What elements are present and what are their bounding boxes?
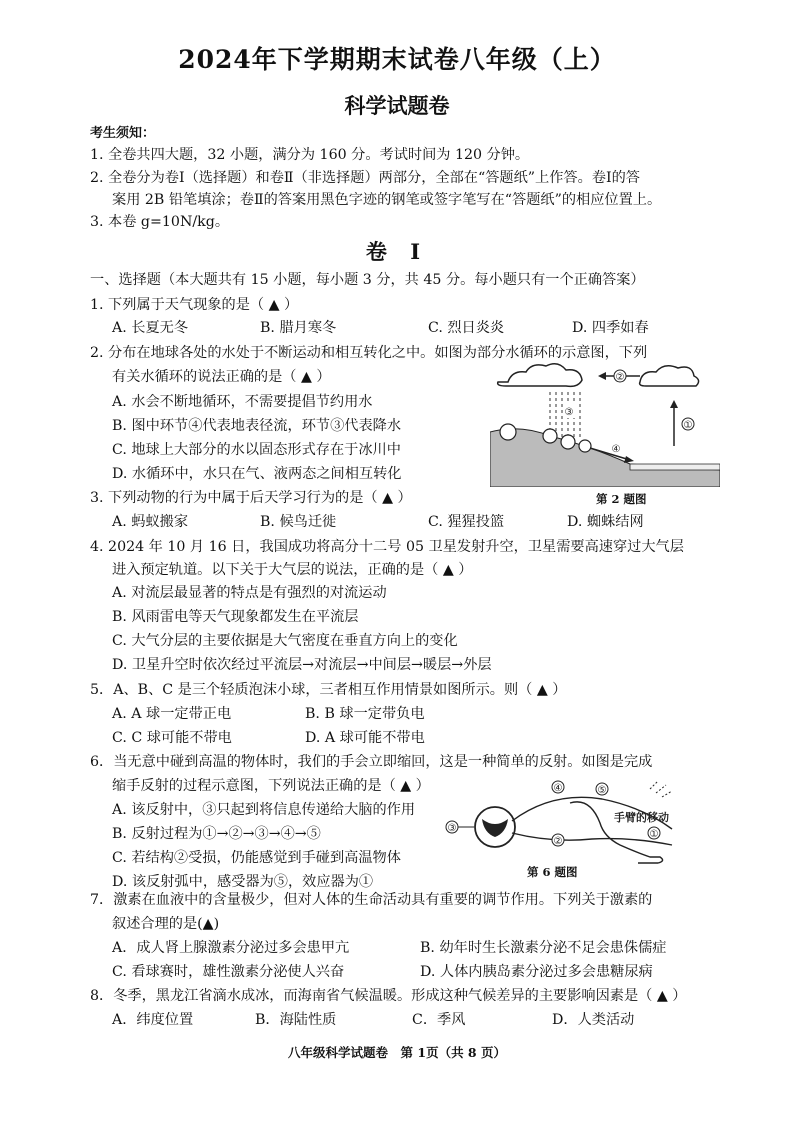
- q6-stem-2: 缩手反射的过程示意图，下列说法正确的是（ ▲ ）: [112, 778, 430, 794]
- q6-option-d: D. 该反射弧中，感受器为⑤，效应器为①: [112, 874, 374, 890]
- notice-item-1: 1. 全卷共四大题，32 小题，满分为 160 分。考试时间为 120 分钟。: [90, 147, 530, 163]
- water-cycle-figure: [490, 362, 720, 487]
- water-cycle-label-4: ④: [611, 444, 621, 455]
- q6-option-b: B. 反射过程为①→②→③→④→⑤: [112, 826, 321, 842]
- exam-subtitle: 科学试题卷: [344, 93, 450, 118]
- q2-stem-2: 有关水循环的说法正确的是（ ▲ ）: [112, 369, 331, 385]
- q1-option-c: C. 烈日炎炎: [428, 320, 505, 336]
- q5-stem: 5．A、B、C 是三个轻质泡沫小球，三者相互作用情景如图所示。则（ ▲ ）: [90, 682, 567, 698]
- page-footer: 八年级科学试题卷 第 1页（共 8 页）: [288, 1045, 506, 1060]
- q1-option-a: A. 长夏无冬: [112, 320, 189, 336]
- q3-option-d: D. 蜘蛛结网: [567, 514, 644, 530]
- reflex-label-2: ②: [553, 836, 563, 847]
- q3-stem: 3. 下列动物的行为中属于后天学习行为的是（ ▲ ）: [90, 490, 412, 506]
- reflex-label-5: ⑤: [597, 785, 607, 796]
- notice-item-3: 3. 本卷 g=10N/kg。: [90, 214, 230, 230]
- q8-option-b: B．海陆性质: [255, 1012, 337, 1028]
- q7-stem-2: 叙述合理的是(▲): [112, 916, 220, 932]
- q5-option-d: D. A 球可能不带电: [305, 730, 425, 746]
- q8-option-a: A．纬度位置: [112, 1012, 194, 1028]
- notice-item-2: 2. 全卷分为卷Ⅰ（选择题）和卷Ⅱ（非选择题）两部分，全部在“答题纸”上作答。卷Ⅰ的答: [90, 170, 640, 186]
- reflex-label-4: ④: [553, 783, 563, 794]
- q2-option-d: D. 水循环中，水只在气、液两态之间相互转化: [112, 466, 402, 482]
- volume-label: 卷 Ⅰ: [365, 239, 429, 264]
- water-cycle-label-2: ②: [615, 372, 625, 383]
- q6-option-c: C. 若结构②受损，仍能感觉到手碰到高温物体: [112, 850, 401, 866]
- q6-stem-1: 6．当无意中碰到高温的物体时，我们的手会立即缩回，这是一种简单的反射。如图是完成: [90, 754, 653, 770]
- q4-option-c: C. 大气分层的主要依据是大气密度在垂直方向上的变化: [112, 633, 458, 649]
- q4-option-b: B. 风雨雷电等天气现象都发生在平流层: [112, 609, 359, 625]
- q2-option-b: B. 图中环节④代表地表径流，环节③代表降水: [112, 418, 402, 434]
- q2-figure-caption: 第 2 题图: [596, 492, 647, 506]
- q7-option-a: A．成人肾上腺激素分泌过多会患甲亢: [112, 940, 350, 956]
- q3-option-a: A. 蚂蚁搬家: [112, 514, 189, 530]
- q1-stem: 1. 下列属于天气现象的是（ ▲ ）: [90, 297, 299, 313]
- q7-option-d: D. 人体内胰岛素分泌过多会患糖尿病: [420, 964, 653, 980]
- reflex-arc-figure: [440, 775, 700, 865]
- q4-option-d: D. 卫星升空时依次经过平流层→对流层→中间层→暖层→外层: [112, 657, 492, 673]
- q3-option-b: B. 候鸟迁徙: [260, 514, 337, 530]
- q6-figure-caption: 第 6 题图: [527, 865, 578, 879]
- q8-option-c: C．季风: [412, 1012, 466, 1028]
- q2-option-c: C. 地球上大部分的水以固态形式存在于冰川中: [112, 442, 401, 458]
- section-heading: 一、选择题（本大题共有 15 小题，每小题 3 分，共 45 分。每小题只有一个正确答案）: [90, 272, 645, 288]
- q5-option-c: C. C 球可能不带电: [112, 730, 232, 746]
- notice-item-2-cont: 案用 2B 铅笔填涂；卷Ⅱ的答案用黑色字迹的钢笔或签字笔写在“答题纸”的相应位置上。: [112, 192, 662, 208]
- arm-movement-label: 手臂的移动: [614, 811, 669, 824]
- q1-option-b: B. 腊月寒冬: [260, 320, 337, 336]
- q5-option-a: A. A 球一定带正电: [112, 706, 232, 722]
- q5-option-b: B. B 球一定带负电: [305, 706, 425, 722]
- reflex-label-1: ①: [649, 829, 659, 840]
- q4-option-a: A. 对流层最显著的特点是有强烈的对流运动: [112, 585, 387, 601]
- q8-stem: 8．冬季，黑龙江省滴水成冰，而海南省气候温暖。形成这种气候差异的主要影响因素是（ ▲ ）: [90, 988, 687, 1004]
- q1-option-d: D. 四季如春: [572, 320, 649, 336]
- q6-option-a: A. 该反射中，③只起到将信息传递给大脑的作用: [112, 802, 416, 818]
- q8-option-d: D．人类活动: [552, 1012, 635, 1028]
- water-cycle-label-1: ①: [683, 420, 693, 431]
- q2-stem-1: 2. 分布在地球各处的水处于不断运动和相互转化之中。如图为部分水循环的示意图，下列: [90, 345, 648, 361]
- exam-title: 2024年下学期期末试卷八年级（上）: [178, 45, 616, 74]
- water-cycle-label-3: ③: [564, 407, 574, 418]
- reflex-label-3: ③: [447, 823, 457, 834]
- q7-option-c: C. 看球赛时，雄性激素分泌使人兴奋: [112, 964, 345, 980]
- notice-heading: 考生须知：: [90, 126, 156, 141]
- q2-option-a: A. 水会不断地循环，不需要提倡节约用水: [112, 394, 373, 410]
- q7-stem-1: 7．激素在血液中的含量极少，但对人体的生命活动具有重要的调节作用。下列关于激素的: [90, 892, 653, 908]
- q7-option-b: B. 幼年时生长激素分泌不足会患侏儒症: [420, 940, 667, 956]
- q3-option-c: C. 猩猩投篮: [428, 514, 505, 530]
- q4-stem-2: 进入预定轨道。以下关于大气层的说法，正确的是（ ▲ ）: [112, 562, 473, 578]
- q4-stem-1: 4. 2024 年 10 月 16 日，我国成功将高分十二号 05 卫星发射升空，卫星需要高速穿过大气层: [90, 539, 684, 555]
